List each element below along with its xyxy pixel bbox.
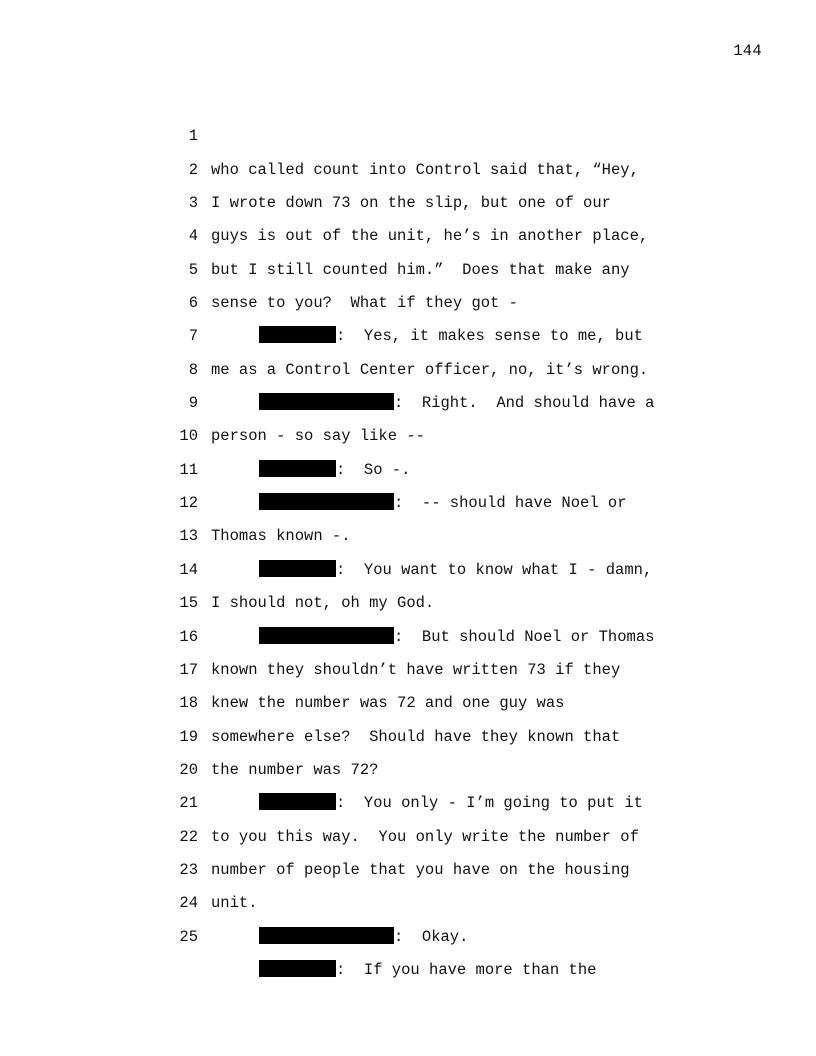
line-number: 19 xyxy=(179,727,198,746)
line-number: 25 xyxy=(179,927,198,946)
transcript-line xyxy=(0,87,816,179)
line-text: sense to you? What if they got - xyxy=(211,294,518,313)
line-text: : But should Noel or Thomas xyxy=(394,627,655,646)
line-text: : Okay. xyxy=(394,927,469,946)
line-number: 18 xyxy=(179,694,198,713)
speaker-line xyxy=(259,921,468,954)
line-number: 8 xyxy=(188,360,198,379)
line-text: to you this way. You only write the number of xyxy=(211,827,639,846)
line-number: 21 xyxy=(179,794,198,813)
line-number: 4 xyxy=(188,227,198,246)
line-text: me as a Control Center officer, no, it’s wrong. xyxy=(211,360,649,379)
line-number: 5 xyxy=(188,260,198,279)
line-text: : -- should have Noel or xyxy=(394,494,627,513)
line-text: : Right. And should have a xyxy=(394,394,655,413)
line-number: 2 xyxy=(188,160,198,179)
line-number: 10 xyxy=(179,427,198,446)
line-text: : You want to know what I - damn, xyxy=(336,560,653,579)
line-text: : Yes, it makes sense to me, but xyxy=(336,327,643,346)
line-number: 1 xyxy=(188,127,198,146)
line-text: unit. xyxy=(211,894,258,913)
line-text: somewhere else? Should have they known that xyxy=(211,727,621,746)
line-number: 15 xyxy=(179,594,198,613)
line-number: 11 xyxy=(179,460,198,479)
line-number: 9 xyxy=(188,394,198,413)
line-number: 6 xyxy=(188,294,198,313)
line-number: 24 xyxy=(179,894,198,913)
line-text: I should not, oh my God. xyxy=(211,594,435,613)
page-number: 144 xyxy=(733,42,762,60)
line-number: 12 xyxy=(179,494,198,513)
line-number: 17 xyxy=(179,660,198,679)
line-number: 13 xyxy=(179,527,198,546)
line-number: 22 xyxy=(179,827,198,846)
line-number: 23 xyxy=(179,860,198,879)
line-number: 3 xyxy=(188,194,198,213)
line-text: person - so say like -- xyxy=(211,427,425,446)
line-text: knew the number was 72 and one guy was xyxy=(211,694,565,713)
line-number: 20 xyxy=(179,760,198,779)
line-number: 7 xyxy=(188,327,198,346)
line-number: 16 xyxy=(179,627,198,646)
line-number: 14 xyxy=(179,560,198,579)
line-text: I wrote down 73 on the slip, but one of our xyxy=(211,194,611,213)
line-text: : You only - I’m going to put it xyxy=(336,794,643,813)
line-text: known they shouldn’t have written 73 if they xyxy=(211,660,621,679)
line-text: but I still counted him.” Does that make any xyxy=(211,260,630,279)
line-text: the number was 72? xyxy=(211,760,379,779)
speaker-line xyxy=(259,954,596,987)
line-text: guys is out of the unit, he’s in another place, xyxy=(211,227,649,246)
redaction-block xyxy=(259,960,336,977)
line-text: who called count into Control said that, “Hey, xyxy=(211,160,639,179)
line-text: : So -. xyxy=(336,460,411,479)
line-text: Thomas known -. xyxy=(211,527,351,546)
transcript-body xyxy=(0,87,816,979)
redaction-block xyxy=(259,927,394,944)
line-text: : If you have more than the xyxy=(336,960,597,979)
line-text: number of people that you have on the housing xyxy=(211,860,630,879)
